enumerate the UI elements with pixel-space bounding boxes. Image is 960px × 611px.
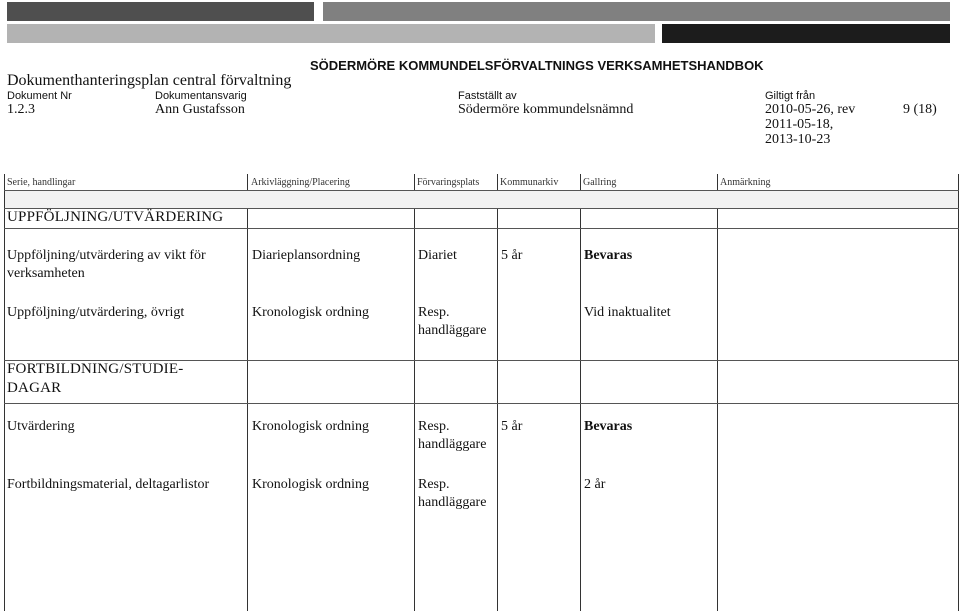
cell: 2 år xyxy=(584,477,606,492)
cell: Diarieplansordning xyxy=(252,248,361,263)
responsible-label: Dokumentansvarig xyxy=(155,90,247,102)
grid-line xyxy=(4,403,959,404)
valid-line: 2010-05-26, rev xyxy=(765,102,856,117)
page-number: 9 (18) xyxy=(903,102,937,117)
cell: Bevaras xyxy=(584,248,633,263)
section-title: DAGAR xyxy=(7,380,62,396)
org-title: SÖDERMÖRE KOMMUNDELSFÖRVALTNINGS VERKSAMHETSHANDBOK xyxy=(310,58,764,73)
grid-line xyxy=(958,174,959,611)
cell: Kronologisk ordning xyxy=(252,419,370,434)
approved: Södermöre kommundelsnämnd xyxy=(458,102,634,117)
valid-line: 2011-05-18, xyxy=(765,117,834,132)
cell: Kronologisk ordning xyxy=(252,477,370,492)
responsible: Ann Gustafsson xyxy=(155,102,245,117)
header-bar-2 xyxy=(323,2,950,21)
grid-line xyxy=(580,174,581,611)
col-header: Anmärkning xyxy=(720,177,771,188)
valid-line: 2013-10-23 xyxy=(765,132,831,147)
col-header: Serie, handlingar xyxy=(7,177,76,188)
col-header: Kommunarkiv xyxy=(500,177,559,188)
header-bar-3 xyxy=(7,24,655,43)
grid-line xyxy=(4,174,5,611)
cell: 5 år xyxy=(501,419,523,434)
cell: Diariet xyxy=(418,248,457,263)
grid-line xyxy=(4,228,959,229)
cell: Fortbildningsmaterial, deltagarlistor xyxy=(7,477,210,492)
doc-nr-label: Dokument Nr xyxy=(7,90,72,102)
cell: Vid inaktualitet xyxy=(584,305,671,320)
cell: Kronologisk ordning xyxy=(252,305,370,320)
doc-title: Dokumenthanteringsplan central förvaltning xyxy=(7,72,292,89)
section-title: UPPFÖLJNING/UTVÄRDERING xyxy=(7,209,224,225)
grid-line xyxy=(717,174,718,611)
header-bar-1 xyxy=(7,2,314,21)
col-header: Gallring xyxy=(583,177,617,188)
approved-label: Fastställt av xyxy=(458,90,517,102)
col-header: Arkivläggning/Placering xyxy=(251,177,350,188)
cell: Resp. handläggare xyxy=(418,419,487,452)
col-header: Förvaringsplats xyxy=(417,177,480,188)
gray-row xyxy=(5,190,958,208)
grid-line xyxy=(247,174,248,611)
header-bar-4 xyxy=(662,24,950,43)
cell: Uppföljning/utvärdering, övrigt xyxy=(7,305,185,320)
cell: Utvärdering xyxy=(7,419,75,434)
cell: Uppföljning/utvärdering av vikt för verksamheten xyxy=(7,248,206,281)
cell: 5 år xyxy=(501,248,523,263)
cell: Resp. handläggare xyxy=(418,305,487,338)
section-title: FORTBILDNING/STUDIE- xyxy=(7,361,184,377)
doc-nr: 1.2.3 xyxy=(7,102,35,117)
grid-line xyxy=(4,190,959,191)
grid-line xyxy=(414,174,415,611)
cell: Resp. handläggare xyxy=(418,477,487,510)
valid-label: Giltigt från xyxy=(765,90,816,102)
cell: Bevaras xyxy=(584,419,633,434)
grid-line xyxy=(497,174,498,611)
